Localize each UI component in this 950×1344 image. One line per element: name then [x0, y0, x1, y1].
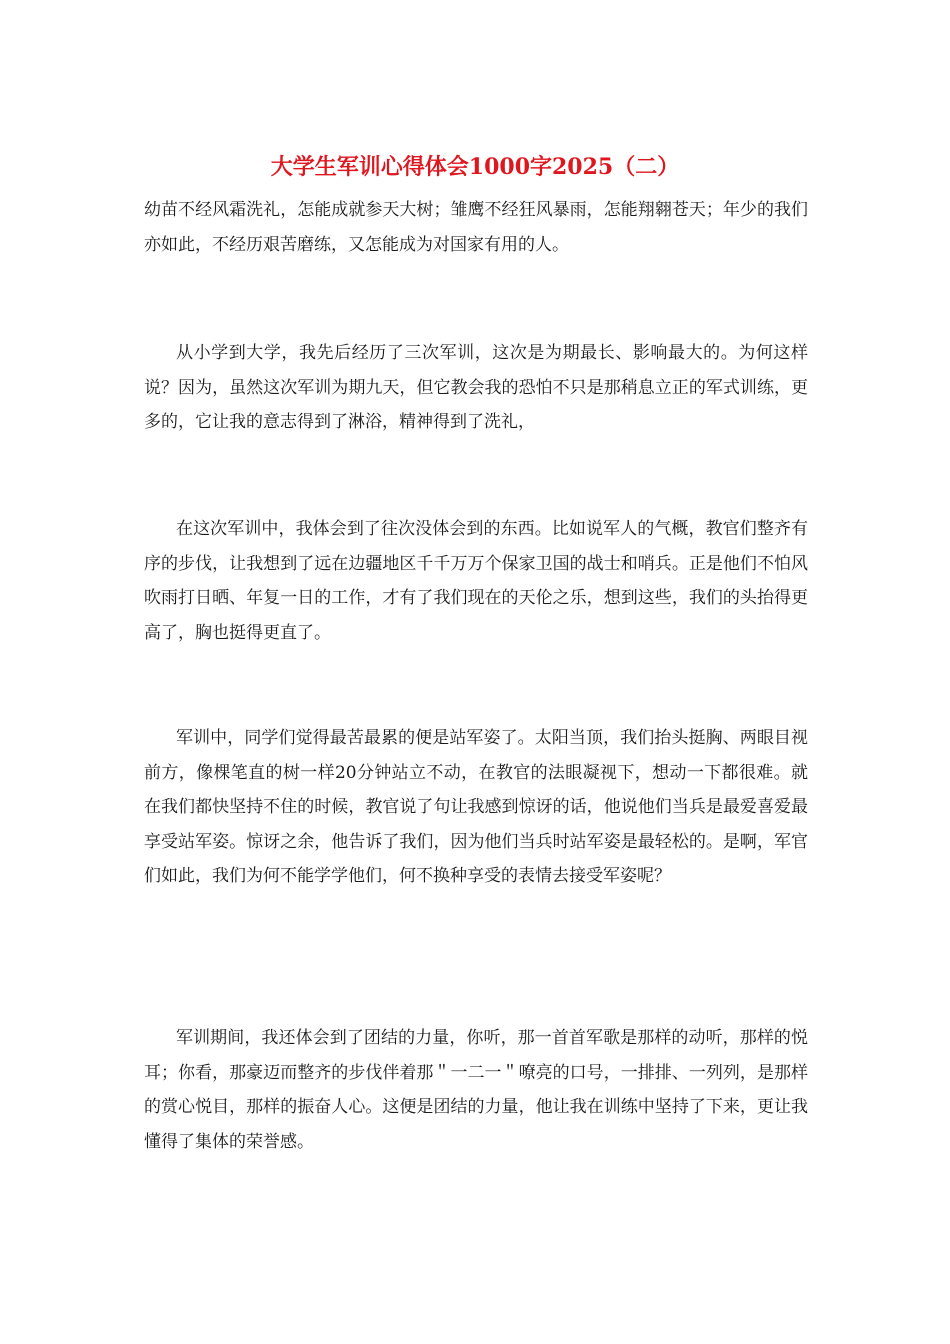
paragraph: 军训中，同学们觉得最苦最累的便是站军姿了。太阳当顶，我们抬头挺胸、两眼目视前方，像棵笔直的树一样20分钟站立不动，在教官的法眼凝视下，想动一下都很难。就在我们都快坚持不住的时候，教官说了句让我感到惊讶的话，他说他们当兵是最爱喜爱最享受站军姿。惊讶之余，他告诉了我们，因为他们当兵时站军姿是最轻松的。是啊，军官们如此，我们为何不能学学他们，何不换种享受的表情去接受军姿呢？ — [144, 728, 808, 886]
document-title: 大学生军训心得体会1000字2025（二） — [270, 154, 680, 180]
paragraph: 在这次军训中，我体会到了往次没体会到的东西。比如说军人的气概，教官们整齐有序的步伐，让我想到了远在边疆地区千千万万个保家卫国的战士和哨兵。正是他们不怕风吹雨打日晒、年复一日的工作，才有了我们现在的天伦之乐，想到这些，我们的头抬得更高了，胸也挺得更直了。 — [144, 519, 808, 643]
paragraph: 从小学到大学，我先后经历了三次军训，这次是为期最长、影响最大的。为何这样说？因为，虽然这次军训为期九天，但它教会我的恐怕不只是那稍息立正的军式训练，更多的，它让我的意志得到了淋浴，精神得到了洗礼， — [144, 343, 808, 432]
paragraph: 军训期间，我还体会到了团结的力量，你听，那一首首军歌是那样的动听，那样的悦耳；你看，那豪迈而整齐的步伐伴着那＂一二一＂嘹亮的口号，一排排、一列列，是那样的赏心悦目，那样的振奋人心。这便是团结的力量，他让我在训练中坚持了下来，更让我懂得了集体的荣誉感。 — [144, 1028, 808, 1152]
paragraph-intro: 幼苗不经风霜洗礼，怎能成就参天大树；雏鹰不经狂风暴雨，怎能翔翱苍天；年少的我们亦如此，不经历艰苦磨练，又怎能成为对国家有用的人。 — [144, 200, 808, 255]
